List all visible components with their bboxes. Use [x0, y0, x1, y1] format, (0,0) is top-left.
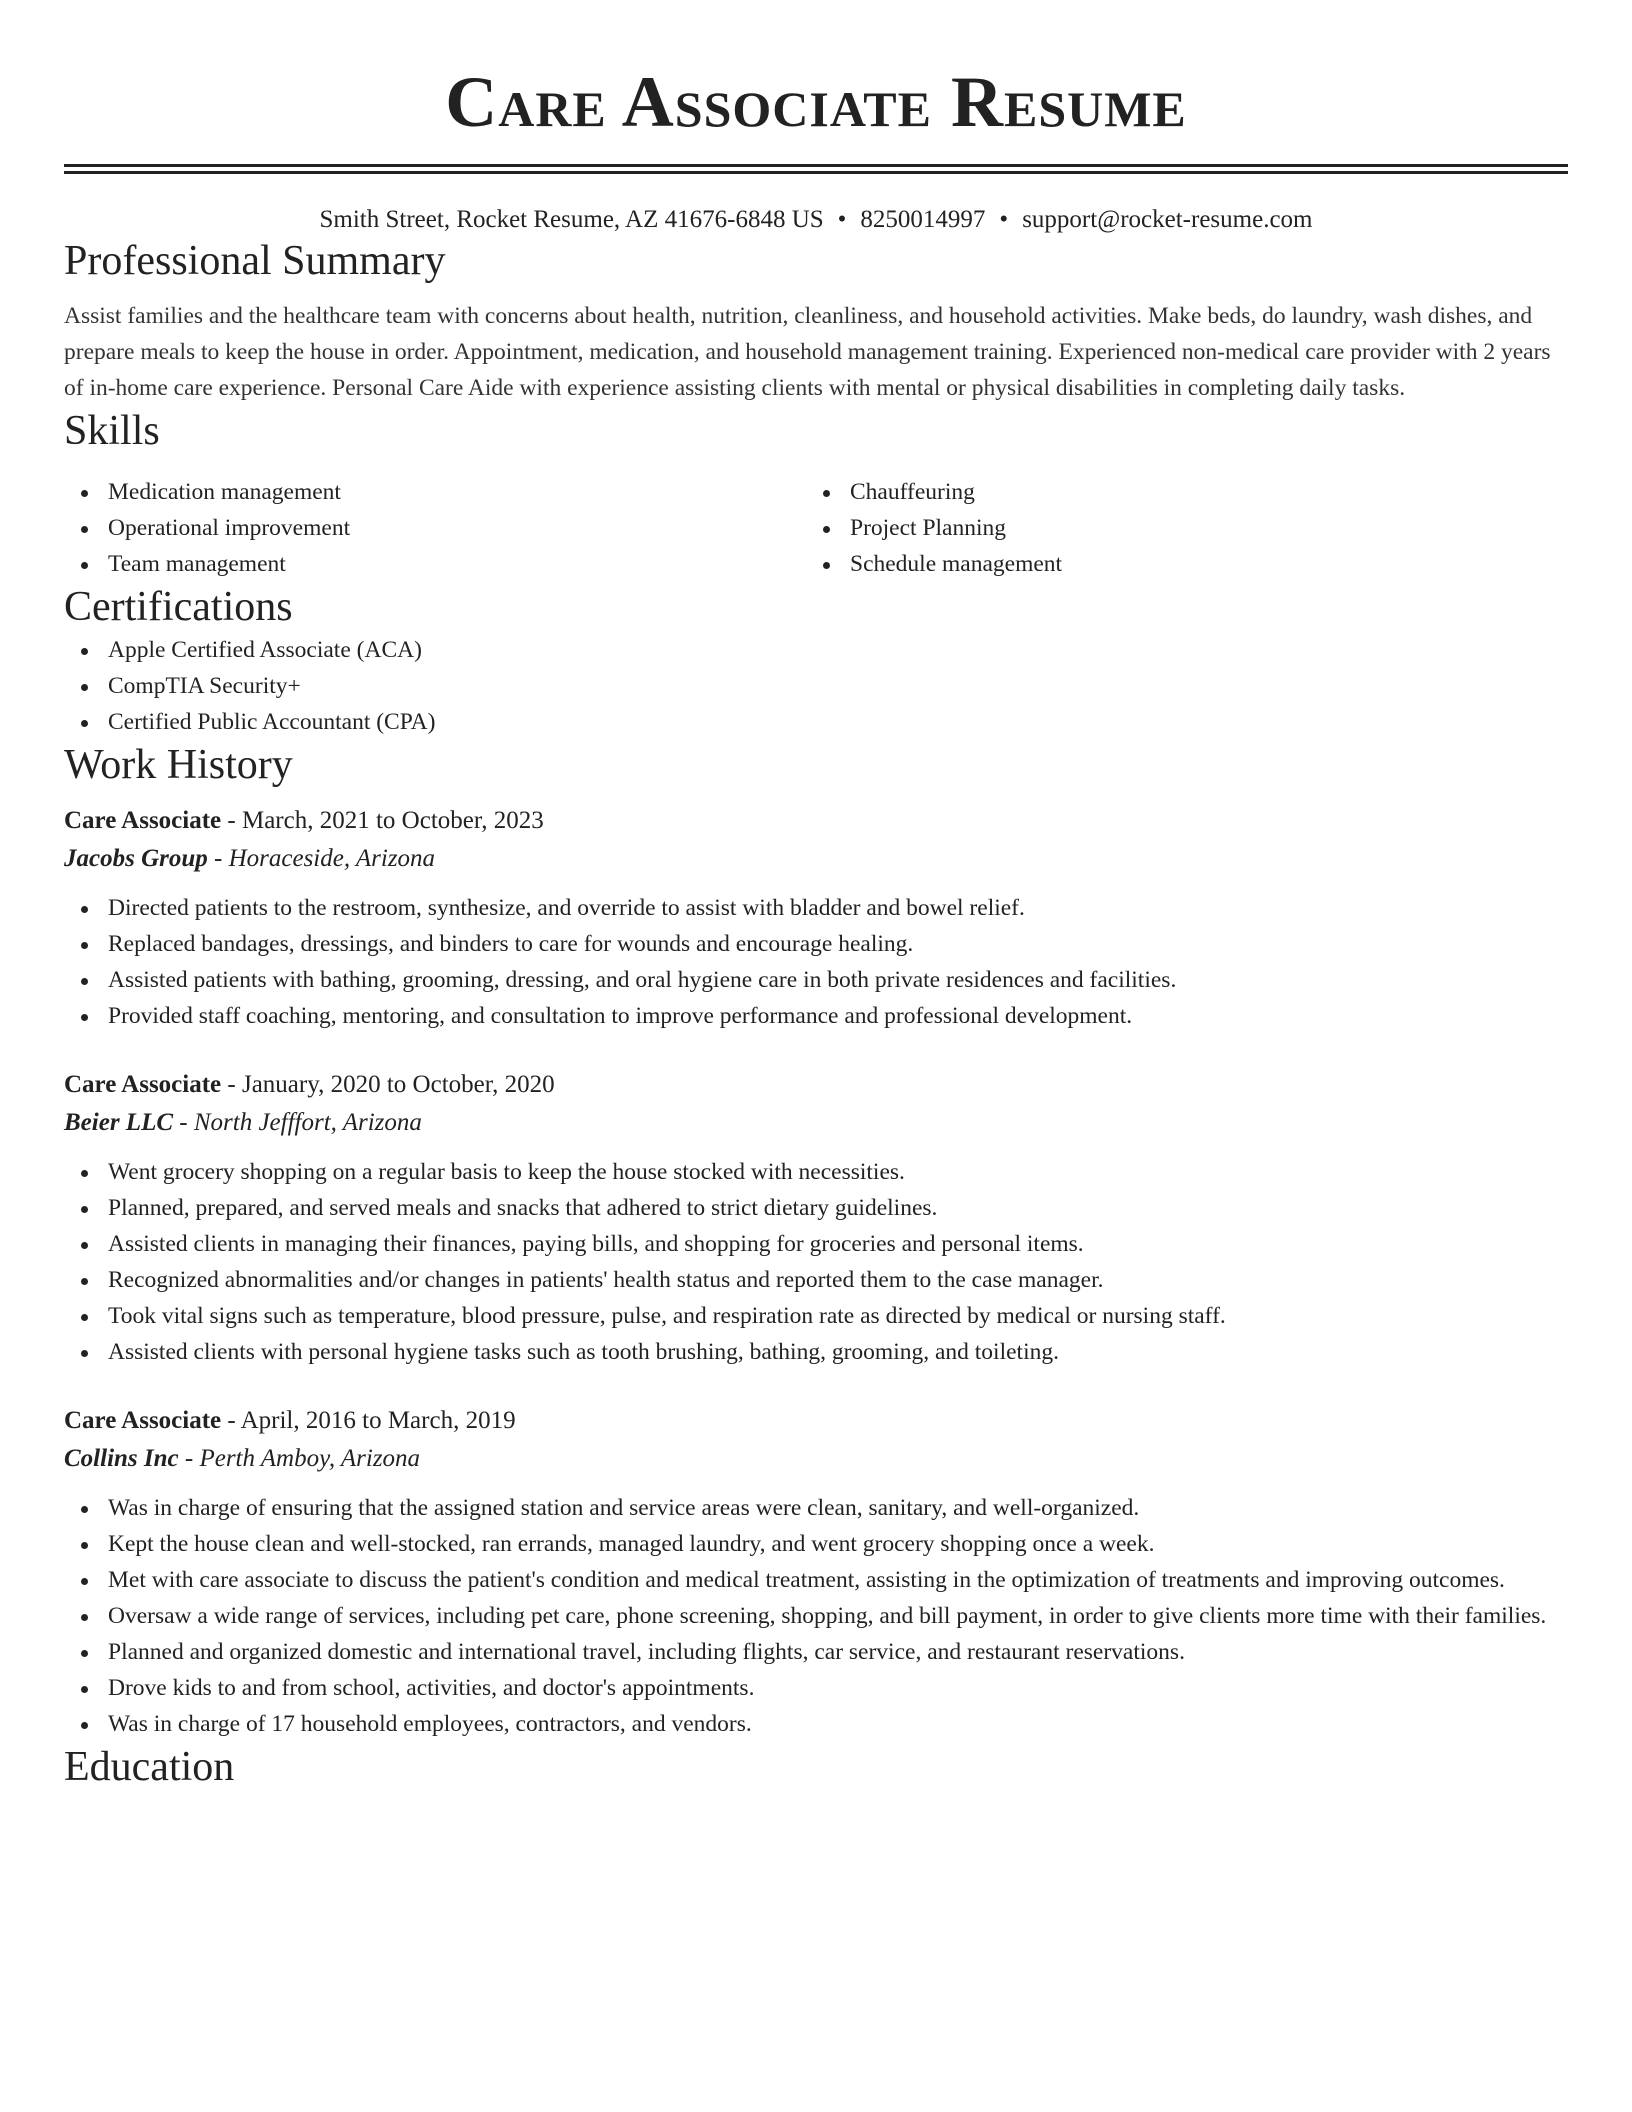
skill-item: Schedule management — [806, 546, 1548, 582]
summary-heading: Professional Summary — [64, 238, 446, 284]
job-duty-item: Recognized abnormalities and/or changes in patients' health status and reported them to the case manager. — [64, 1262, 1568, 1298]
job-duty-item: Planned, prepared, and served meals and snacks that adhered to strict dietary guidelines. — [64, 1190, 1568, 1226]
job-dates: - March, 2021 to October, 2023 — [221, 807, 544, 834]
certification-item: CompTIA Security+ — [64, 668, 1568, 704]
contact-line — [64, 204, 1568, 236]
job-company-line — [64, 1440, 1568, 1478]
job-title: Care Associate — [64, 1071, 222, 1098]
job-title: Care Associate — [64, 1407, 222, 1434]
resume-page — [64, 0, 1568, 1792]
contact-email: support@rocket-resume.com — [1022, 206, 1313, 233]
skill-item: Chauffeuring — [806, 474, 1548, 510]
skill-item: Medication management — [64, 474, 806, 510]
job-duty-item: Took vital signs such as temperature, blood pressure, pulse, and respiration rate as directed by medical or nursing staff. — [64, 1298, 1568, 1334]
job-location: - Horaceside, Arizona — [207, 845, 436, 872]
job-duty-item: Assisted clients with personal hygiene tasks such as tooth brushing, bathing, grooming, and toileting. — [64, 1334, 1568, 1370]
job-title: Care Associate — [64, 807, 222, 834]
skills-column-left — [64, 474, 806, 582]
job-company: Jacobs Group — [64, 845, 208, 872]
contact-separator: • — [837, 206, 847, 233]
job-location: - North Jefffort, Arizona — [173, 1109, 422, 1136]
certifications-heading: Certifications — [64, 584, 293, 630]
job-duty-item: Kept the house clean and well-stocked, ran errands, managed laundry, and went grocery shopping once a week. — [64, 1526, 1568, 1562]
work-history-heading: Work History — [64, 742, 293, 788]
job-duty-item: Met with care associate to discuss the patient's condition and medical treatment, assisting in the optimization of treatments and improving outcomes. — [64, 1562, 1568, 1598]
job-duty-item: Was in charge of ensuring that the assigned station and service areas were clean, sanitary, and well-organized. — [64, 1490, 1568, 1526]
certification-item: Certified Public Accountant (CPA) — [64, 704, 1568, 740]
job-duty-item: Assisted clients in managing their finances, paying bills, and shopping for groceries and personal items. — [64, 1226, 1568, 1262]
job-duties-list — [64, 1154, 1568, 1370]
job-title-line — [64, 1402, 1568, 1440]
job-duty-item: Directed patients to the restroom, synthesize, and override to assist with bladder and bowel relief. — [64, 890, 1568, 926]
job-duty-item: Replaced bandages, dressings, and binders to care for wounds and encourage healing. — [64, 926, 1568, 962]
contact-phone: 8250014997 — [860, 206, 986, 233]
job-duties-list — [64, 1490, 1568, 1742]
skills-column-right — [806, 474, 1548, 582]
job-dates: - January, 2020 to October, 2020 — [221, 1071, 555, 1098]
job-duty-item: Drove kids to and from school, activities, and doctor's appointments. — [64, 1670, 1568, 1706]
job-company-line — [64, 840, 1568, 878]
skill-item: Team management — [64, 546, 806, 582]
job-company: Beier LLC — [64, 1109, 174, 1136]
contact-address: Smith Street, Rocket Resume, AZ 41676-6848 US — [319, 206, 824, 233]
job-entry — [64, 1402, 1568, 1742]
job-company: Collins Inc — [64, 1445, 179, 1472]
job-duty-item: Was in charge of 17 household employees, contractors, and vendors. — [64, 1706, 1568, 1742]
skills-heading: Skills — [64, 408, 160, 454]
job-title-line — [64, 802, 1568, 840]
job-dates: - April, 2016 to March, 2019 — [221, 1407, 516, 1434]
job-duty-item: Provided staff coaching, mentoring, and consultation to improve performance and professional development. — [64, 998, 1568, 1034]
job-entry — [64, 1066, 1568, 1370]
job-duty-item: Assisted patients with bathing, grooming, dressing, and oral hygiene care in both private residences and facilities. — [64, 962, 1568, 998]
summary-text: Assist families and the healthcare team with concerns about health, nutrition, cleanliness, and household activities. Make beds, do laundry, wash dishes, and prepare meals to keep the house in order. Appointment, medication, and household management training. Experienced non-medical care provider with 2 years of in-home care experience. Personal Care Aide with experience assisting clients with mental or physical disabilities in completing daily tasks. — [64, 303, 1551, 401]
resume-title: Care Associate Resume — [445, 62, 1187, 142]
title-divider — [64, 164, 1568, 174]
job-duties-list — [64, 890, 1568, 1034]
skill-item: Operational improvement — [64, 510, 806, 546]
job-company-line — [64, 1104, 1568, 1142]
job-entry — [64, 802, 1568, 1034]
certification-item: Apple Certified Associate (ACA) — [64, 632, 1568, 668]
contact-separator: • — [999, 206, 1009, 233]
education-heading: Education — [64, 1744, 235, 1790]
job-duty-item: Oversaw a wide range of services, including pet care, phone screening, shopping, and bill payment, in order to give clients more time with their families. — [64, 1598, 1568, 1634]
skill-item: Project Planning — [806, 510, 1548, 546]
certifications-list — [64, 632, 1568, 740]
job-duty-item: Went grocery shopping on a regular basis to keep the house stocked with necessities. — [64, 1154, 1568, 1190]
job-title-line — [64, 1066, 1568, 1104]
job-duty-item: Planned and organized domestic and international travel, including flights, car service, and restaurant reservations. — [64, 1634, 1568, 1670]
job-location: - Perth Amboy, Arizona — [178, 1445, 421, 1472]
skills-list — [64, 474, 1568, 582]
